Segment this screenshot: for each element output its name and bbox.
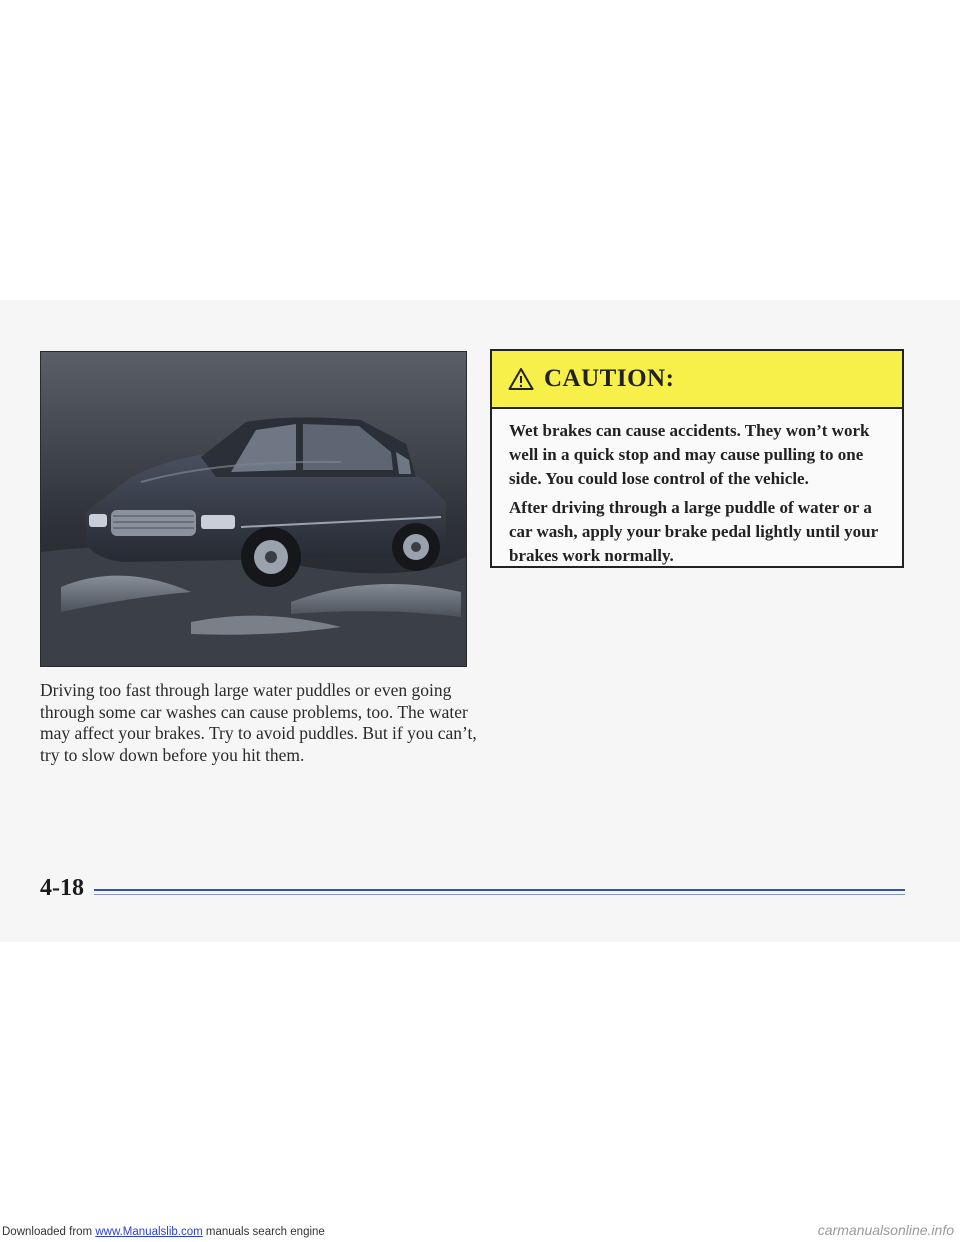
footer-rule bbox=[94, 889, 905, 891]
page-footer bbox=[40, 875, 905, 905]
download-banner bbox=[2, 1226, 325, 1238]
caution-header bbox=[492, 351, 902, 409]
car-photo bbox=[40, 351, 467, 667]
body-paragraph: Driving too fast through large water puddles or even going through some car washes can cause problems, too. The water may affect your brakes. Try to avoid puddles. But if you can’t, try to slow down before you hit them. bbox=[40, 680, 477, 765]
manualslib-link[interactable]: www.Manualslib.com bbox=[95, 1226, 203, 1238]
caution-title: CAUTION: bbox=[544, 365, 675, 392]
caution-paragraph: After driving through a large puddle of water or a car wash, apply your brake pedal lightly until your brakes work normally. bbox=[509, 498, 878, 565]
banner-suffix: manuals search engine bbox=[202, 1226, 325, 1238]
watermark: carmanualsonline.info bbox=[817, 1222, 954, 1238]
caution-body bbox=[492, 409, 902, 568]
footer-rule-thin bbox=[94, 894, 905, 895]
page-number: 4-18 bbox=[40, 875, 84, 901]
caution-box bbox=[490, 349, 904, 568]
caution-paragraph: Wet brakes can cause accidents. They won’t work well in a quick stop and may cause pulling to one side. You could lose control of the vehicle. bbox=[509, 421, 870, 488]
car-photo-illustration bbox=[41, 352, 466, 666]
warning-triangle-icon bbox=[508, 367, 534, 391]
banner-prefix: Downloaded from bbox=[2, 1226, 96, 1238]
